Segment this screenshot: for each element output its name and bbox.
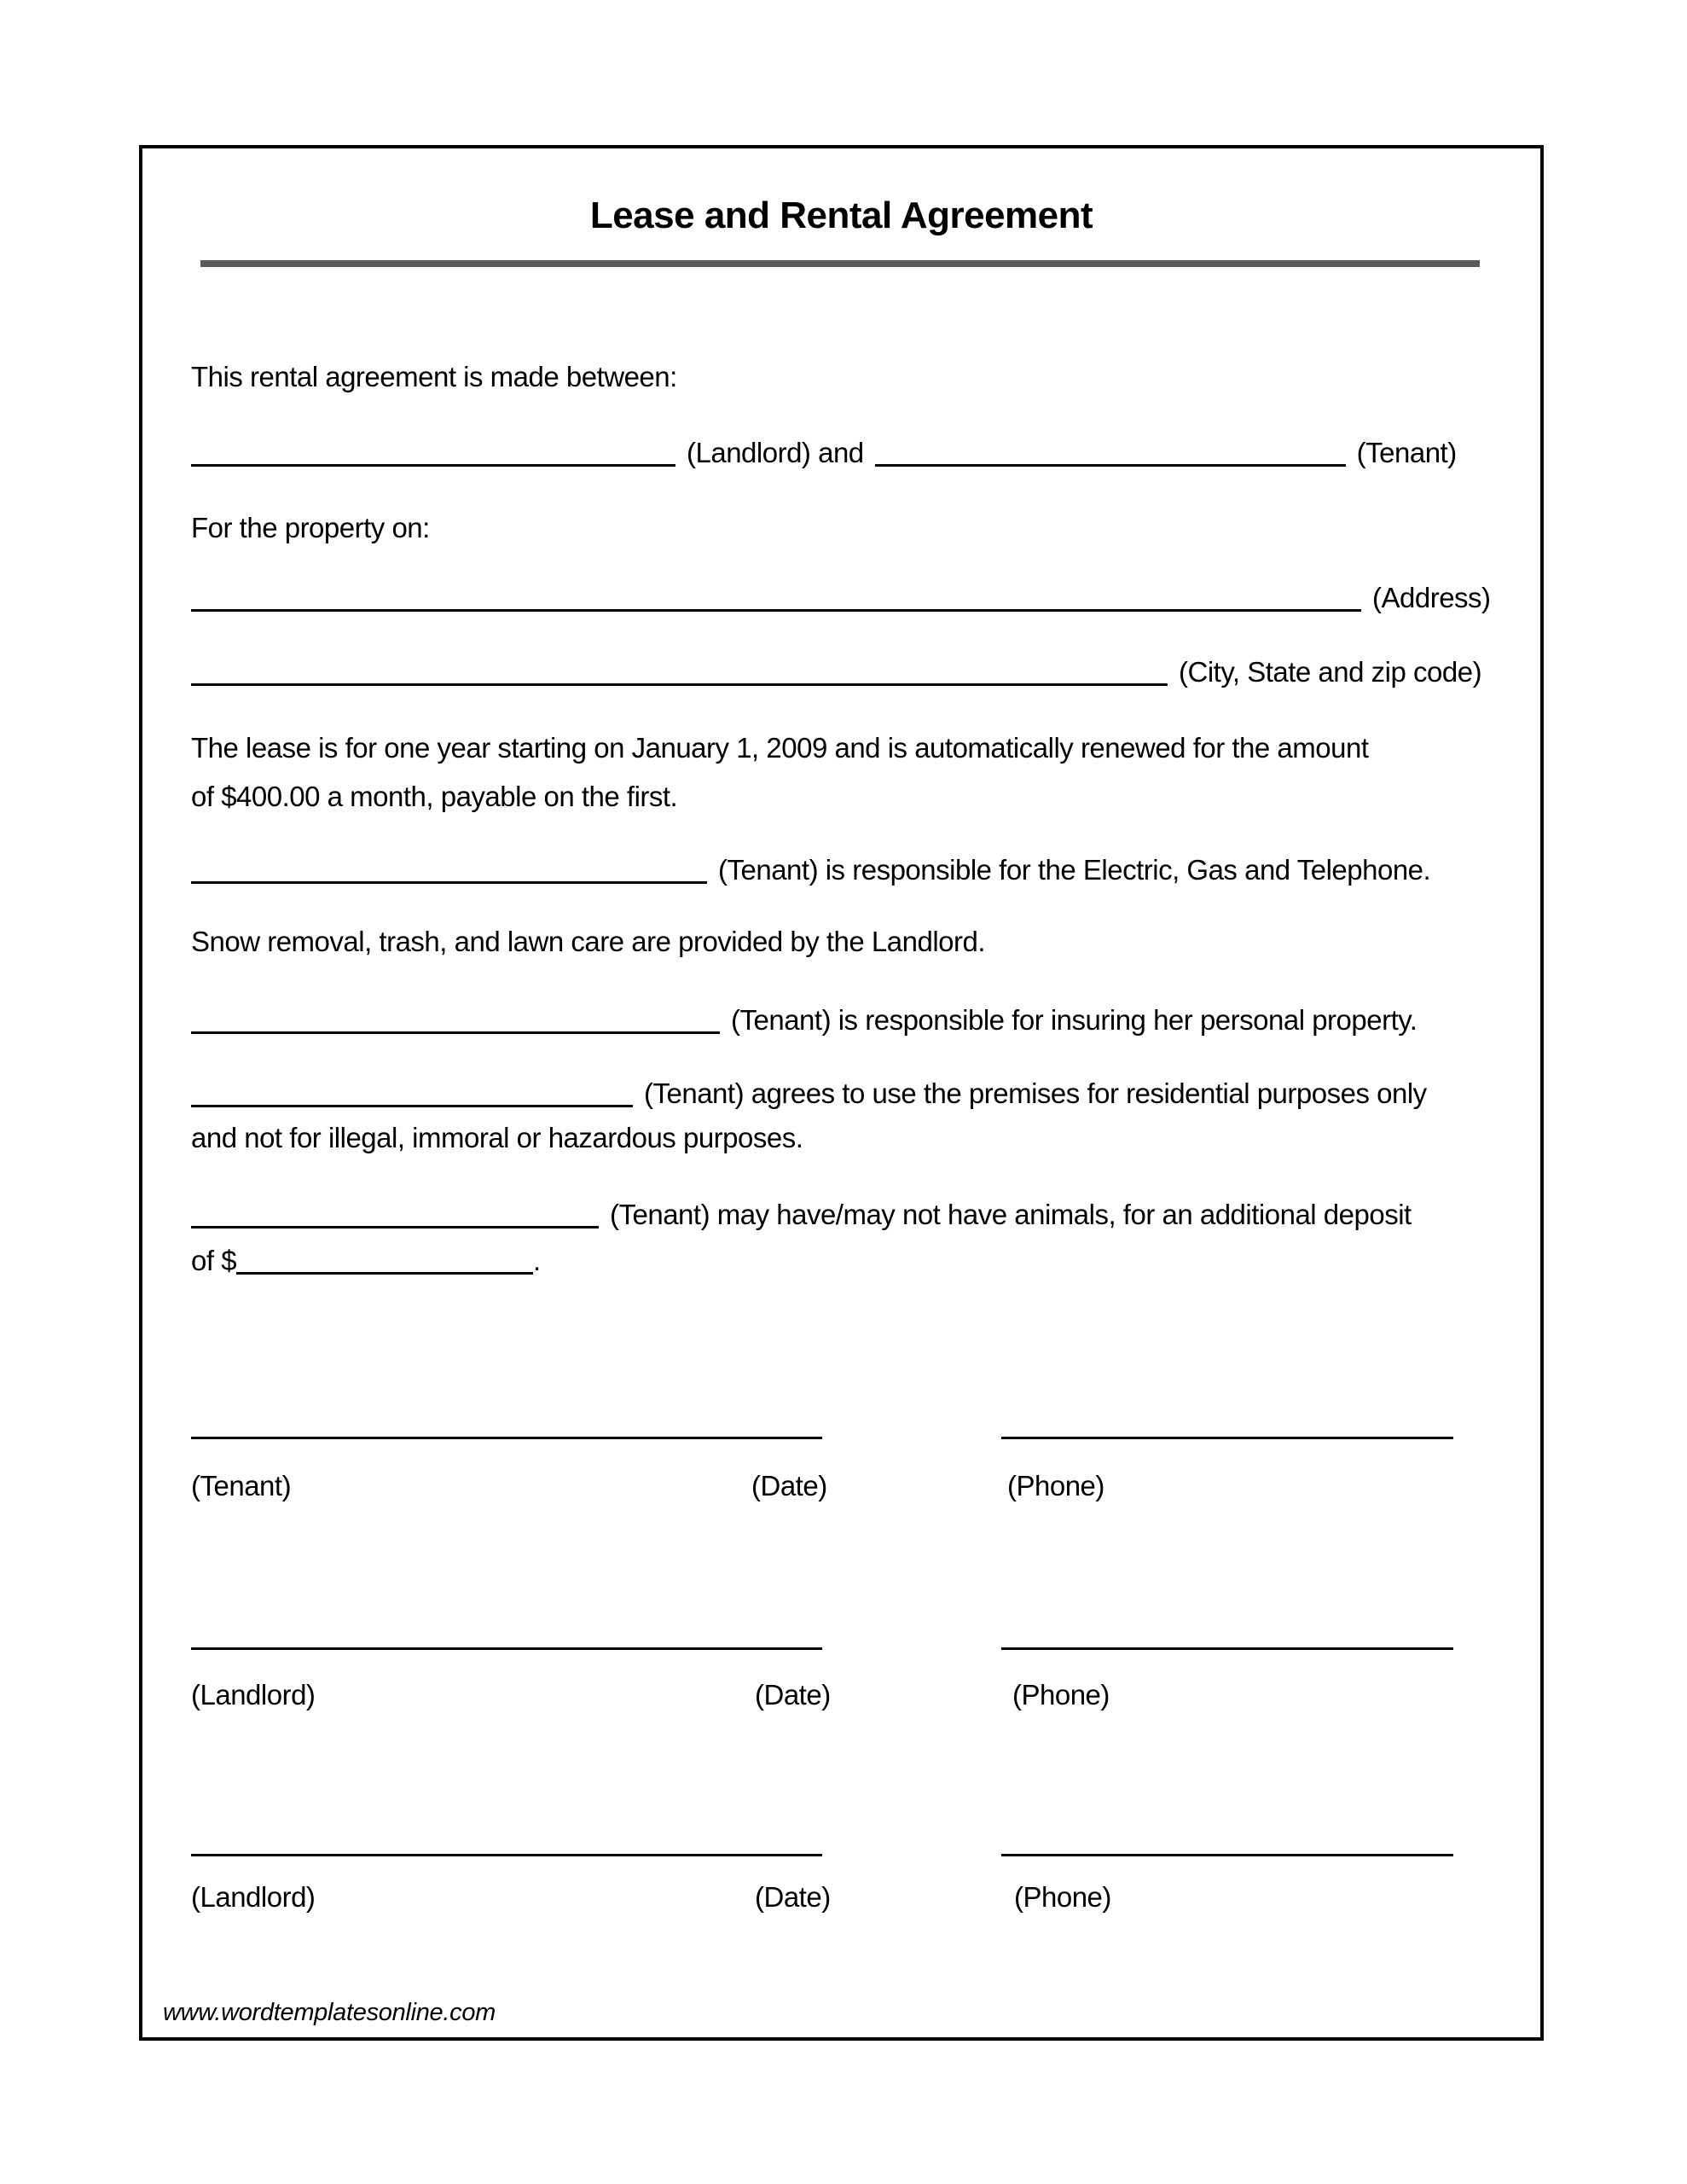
deposit-prefix: of $ bbox=[191, 1245, 237, 1276]
page-title: Lease and Rental Agreement bbox=[589, 195, 1093, 236]
animals-line-2 bbox=[191, 1244, 541, 1278]
signature-line-2-left bbox=[191, 1647, 822, 1650]
signature-1-phone-label: (Phone) bbox=[1007, 1470, 1104, 1502]
landlord-and-label: (Landlord) and bbox=[687, 437, 864, 468]
utilities-label: (Tenant) is responsible for the Electric, Gas and Telephone. bbox=[718, 854, 1431, 886]
footer-url: www.wordtemplatesonline.com bbox=[163, 1999, 496, 2026]
signature-2-party-label: (Landlord) bbox=[191, 1679, 316, 1711]
address-blank bbox=[191, 609, 1361, 612]
address-label: (Address) bbox=[1372, 582, 1491, 613]
premises-tenant-blank bbox=[191, 1105, 633, 1107]
signature-3-party-label: (Landlord) bbox=[191, 1881, 316, 1913]
city-state-zip-blank bbox=[191, 683, 1168, 686]
services-line: Snow removal, trash, and lawn care are provided by the Landlord. bbox=[191, 926, 986, 957]
landlord-name-blank bbox=[191, 464, 675, 467]
signature-3-phone-label: (Phone) bbox=[1014, 1881, 1111, 1913]
signature-3-date-label: (Date) bbox=[755, 1881, 831, 1913]
utilities-tenant-blank bbox=[191, 881, 707, 884]
animals-label: (Tenant) may have/may not have animals, for an additional deposit bbox=[610, 1199, 1412, 1230]
animals-tenant-blank bbox=[191, 1226, 599, 1228]
premises-line-1 bbox=[191, 1077, 1427, 1111]
signature-1-date-label: (Date) bbox=[751, 1470, 827, 1502]
lease-terms-line-1: The lease is for one year starting on January 1, 2009 and is automatically renewed for the amount bbox=[191, 732, 1369, 764]
lease-terms-line-2: of $400.00 a month, payable on the first. bbox=[191, 781, 678, 812]
premises-line-2: and not for illegal, immoral or hazardous purposes. bbox=[191, 1122, 803, 1153]
insurance-tenant-blank bbox=[191, 1031, 720, 1034]
premises-label: (Tenant) agrees to use the premises for residential purposes only bbox=[644, 1077, 1427, 1109]
tenant-label: (Tenant) bbox=[1356, 437, 1457, 468]
city-line bbox=[191, 655, 1481, 689]
parties-line bbox=[191, 436, 1457, 470]
deposit-amount-blank bbox=[236, 1272, 533, 1275]
deposit-period: . bbox=[533, 1245, 541, 1276]
document-page bbox=[139, 145, 1544, 2041]
signature-line-1-left bbox=[191, 1437, 822, 1439]
signature-line-3-left bbox=[191, 1854, 822, 1856]
tenant-name-blank bbox=[875, 464, 1346, 467]
property-lead-line: For the property on: bbox=[191, 512, 430, 543]
title-rule bbox=[200, 260, 1480, 267]
signature-1-party-label: (Tenant) bbox=[191, 1470, 292, 1502]
insurance-label: (Tenant) is responsible for insuring her personal property. bbox=[731, 1004, 1417, 1036]
utilities-line bbox=[191, 853, 1430, 887]
animals-line-1 bbox=[191, 1198, 1412, 1232]
signature-line-3-right bbox=[1001, 1854, 1453, 1856]
signature-line-2-right bbox=[1001, 1647, 1453, 1650]
insurance-line bbox=[191, 1003, 1417, 1037]
signature-2-date-label: (Date) bbox=[755, 1679, 831, 1711]
signature-line-1-right bbox=[1001, 1437, 1453, 1439]
address-line bbox=[191, 581, 1491, 615]
signature-2-phone-label: (Phone) bbox=[1012, 1679, 1110, 1711]
city-state-zip-label: (City, State and zip code) bbox=[1179, 656, 1482, 688]
intro-line: This rental agreement is made between: bbox=[191, 361, 677, 392]
